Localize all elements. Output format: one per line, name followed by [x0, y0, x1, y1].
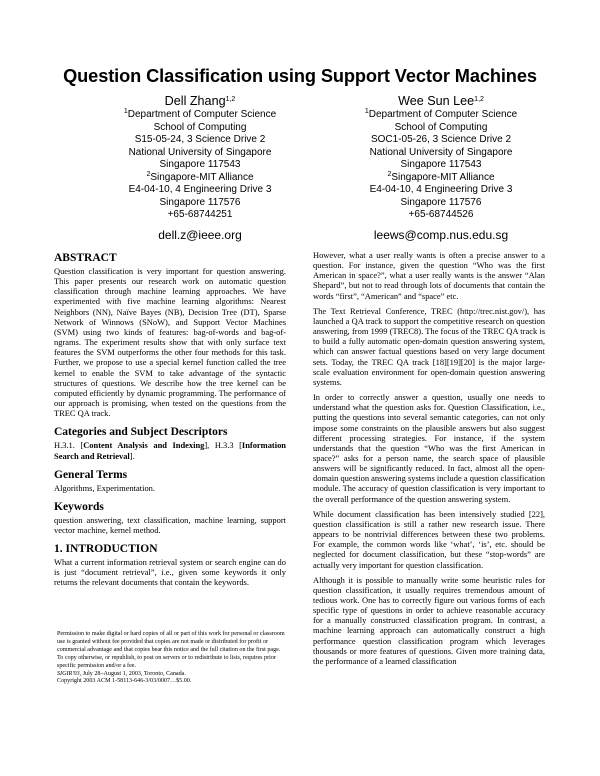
affiliation-1: $^1$Department of Computer Science: [123, 108, 277, 120]
address-line: Singapore 117543: [159, 159, 241, 170]
permission-notice: [57, 631, 287, 686]
author-block-2: [346, 94, 536, 242]
paragraph: Although it is possible to manually write some heuristic rules for question classification, it usually requires tremendous amount of tedious work. One has to correctly figure out various forms of each specific type of questions in order to achieve reasonable accuracy for a manually constructed classification program. In contrast, a machine learning approach can automatically construct a high performance question classification program which leverages thousands or more features of questions. Given more training data, the performance of a learned classification: [313, 574, 545, 666]
address-line: School of Computing: [394, 121, 488, 133]
paragraph: However, what a user really wants is often a precise answer to a question. For instance, given the question “Who was the first American in space?”, what a user really wants is the answer “Alan Shepard”, but not to read through lots of documents that contain the words “first”, “American” and “space” etc.: [313, 250, 545, 301]
copyright-line: Copyright 2003 ACM 1-58113-646-3/03/0007…$5.00.: [57, 678, 192, 685]
author-email[interactable]: dell.z@ieee.org: [158, 227, 242, 242]
author-name: Dell Zhang$^{1,2}$: [164, 94, 236, 108]
address-line: Singapore 117543: [400, 159, 482, 170]
permission-text: Permission to make digital or hard copies of all or part of this work for personal or classroom use is granted without fee provided that copies are not made or distributed for profit or commercial advantage and that copies bear this notice and the full citation on the first page. To copy otherwise, or republish, to post on servers or to redistribute to lists, requires prior specific permission and/or a fee.: [57, 631, 285, 669]
author-name: Wee Sun Lee$^{1,2}$: [398, 94, 484, 108]
address-line: Singapore 117576: [159, 196, 241, 208]
address-line: S15-05-24, 3 Science Drive 2: [134, 134, 266, 145]
address-line: E4-04-10, 4 Engineering Drive 3: [128, 184, 272, 195]
categories-heading: Categories and Subject Descriptors: [54, 426, 228, 439]
address-line: National University of Singapore: [369, 146, 513, 158]
affiliation-1: $^1$Department of Computer Science: [364, 108, 518, 120]
address-line: Singapore 117576: [400, 196, 482, 208]
paragraph: While document classification has been intensively studied [22], question classification is still a rather new research issue. There appears to be nontrivial differences between these two problems. For example, the common words like ‘what’, ‘is’, etc. should be neglected for document classification, but these “stop-words” are actually very important for question classification.: [313, 508, 545, 570]
introduction-text: What a current information retrieval system or search engine can do is just “document retrieval”, i.e., given some keywords it only returns the relevant documents that contain the keywords.: [54, 557, 286, 588]
author-block-1: [105, 94, 295, 242]
author-email[interactable]: leews@comp.nus.edu.sg: [373, 227, 509, 242]
general-terms-heading: General Terms: [54, 468, 128, 481]
affiliation-2: $^2$Singapore-MIT Alliance: [387, 170, 495, 183]
paragraph: In order to correctly answer a question, usually one needs to understand what the question asks for. Question Classification, i.e., putting the questions into several semantic categories, can not only impose some constraints on the plausible answers but also suggest different processing strategies. For instance, if the system understands that the question “Who was the first American in space?” asks for a person name, the search space of plausible answers will be significantly reduced. In fact, almost all the open-domain question answering systems include a question classification module. The accuracy of question classification is very important to the overall performance of the question answering system.: [313, 392, 545, 504]
general-terms-text: Algorithms, Experimentation.: [54, 482, 155, 493]
keywords-heading: Keywords: [54, 500, 104, 513]
keywords-text: question answering, text classification, machine learning, support vector machine, kernel method.: [54, 514, 286, 535]
introduction-heading: 1. INTRODUCTION: [54, 543, 158, 556]
abstract-heading: ABSTRACT: [54, 252, 117, 264]
address-line: School of Computing: [153, 121, 247, 133]
phone: +65-68744251: [167, 209, 233, 220]
venue-line: SIGIR'03, July 28–August 1, 2003, Toronto, Canada.: [57, 670, 186, 677]
address-line: National University of Singapore: [128, 146, 272, 158]
address-line: E4-04-10, 4 Engineering Drive 3: [369, 184, 513, 195]
address-line: SOC1-05-26, 3 Science Drive 2: [370, 134, 512, 145]
paper-title: Question Classification using Support Vector Machines: [63, 66, 537, 86]
left-column: [54, 252, 286, 593]
categories-text: H.3.1. [Content Analysis and Indexing], H.3.3 [Information Search and Retrieval].: [54, 440, 286, 461]
phone: +65-68744526: [408, 209, 474, 220]
affiliation-2: $^2$Singapore-MIT Alliance: [146, 170, 254, 183]
right-column: [313, 250, 545, 671]
abstract-text: Question classification is very important for question answering. This paper presents our research work on automatic question classification through machine learning approaches. We have experimented with five machine learning algorithms: Nearest Neighbors (NN), Naïve Bayes (NB), Decision Tree (DT), Sparse Network of Winnows (SNoW), and Support Vector Machines (SVM) using two kinds of features: bag-of-words and bag-of-ngrams. The experiment results show that with only surface text features the SVM outperforms the other four methods for this task. Further, we propose to use a special kernel function called the tree kernel to enable the SVM to take advantage of the syntactic structures of questions. We describe how the tree kernel can be computed efficiently by dynamic programming. The performance of our approach is promising, when tested on the questions from the TREC QA track.: [54, 266, 286, 419]
paragraph: The Text Retrieval Conference, TREC (http://trec.nist.gov/), has launched a QA track to support the competitive research on question answering, from 1999 (TREC8). The focus of the TREC QA track is to build a fully automatic open-domain question answering system, which can answer factual questions based on very large document sets. Today, the TREC QA track [18][19][20] is the major large-scale evaluation environment for open-domain question answering systems.: [313, 305, 545, 387]
